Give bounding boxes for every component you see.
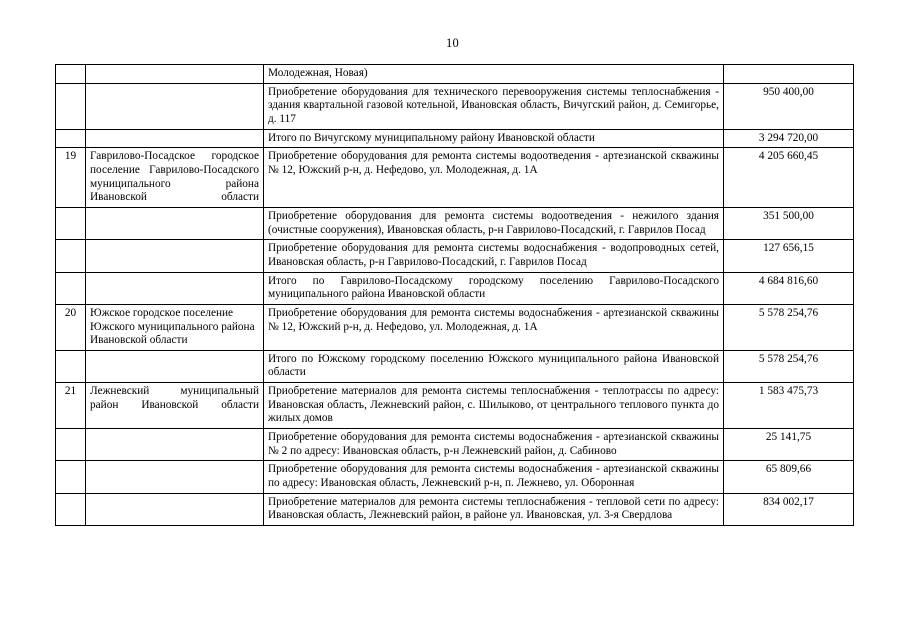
purpose-cell: Итого по Гаврилово-Посадскому городскому поселению Гаврилово-Посадского муниципального района Ивановской области — [264, 272, 724, 304]
purpose-cell: Приобретение оборудования для ремонта системы водоснабжения - артезианской скважины по адресу: Ивановская область, Лежневский р-н, п. Лежнево, ул. Оборонная — [264, 461, 724, 493]
table-row — [56, 272, 854, 304]
table-row — [56, 65, 854, 84]
page-number: 10 — [446, 36, 459, 50]
table-row — [56, 429, 854, 461]
recipient-cell — [86, 207, 264, 239]
row-number-cell — [56, 129, 86, 148]
recipient-cell — [86, 493, 264, 525]
recipient-cell: Лежневский муниципальный район Ивановской области — [86, 383, 264, 429]
recipient-cell — [86, 129, 264, 148]
purpose-cell: Молодежная, Новая) — [264, 65, 724, 84]
row-number-cell — [56, 83, 86, 129]
purpose-cell: Итого по Южскому городскому поселению Южского муниципального района Ивановской области — [264, 350, 724, 382]
recipient-cell — [86, 272, 264, 304]
amount-cell: 4 684 816,60 — [724, 272, 854, 304]
row-number-cell — [56, 461, 86, 493]
table-row — [56, 383, 854, 429]
amount-cell: 834 002,17 — [724, 493, 854, 525]
amount-cell: 5 578 254,76 — [724, 350, 854, 382]
row-number-cell — [56, 272, 86, 304]
recipient-cell — [86, 83, 264, 129]
row-number-cell — [56, 493, 86, 525]
row-number-cell — [56, 429, 86, 461]
table-row — [56, 461, 854, 493]
purpose-cell: Приобретение оборудования для ремонта системы водоотведения - нежилого здания (очистные сооружения), Ивановская область, р-н Гаврилово-Посадский, г. Гаврилов Посад — [264, 207, 724, 239]
purpose-cell: Приобретение оборудования для ремонта системы водоснабжения - водопроводных сетей, Ивановская область, р-н Гаврилово-Посадский, г. Гаврилов Посад — [264, 240, 724, 272]
purpose-cell: Приобретение оборудования для технического перевооружения системы теплоснабжения - здания квартальной газовой котельной, Ивановская область, Вичугский район, д. Семигорье, д. 117 — [264, 83, 724, 129]
amount-cell: 65 809,66 — [724, 461, 854, 493]
purpose-cell: Итого по Вичугскому муниципальному району Ивановской области — [264, 129, 724, 148]
budget-table — [55, 64, 854, 526]
table-row — [56, 493, 854, 525]
row-number-cell: 20 — [56, 304, 86, 350]
purpose-cell: Приобретение материалов для ремонта системы теплоснабжения - теплотрассы по адресу: Ивановская область, Лежневский район, с. Шилыково, от центрального теплового пункта до жилых домов — [264, 383, 724, 429]
amount-cell: 950 400,00 — [724, 83, 854, 129]
recipient-cell: Южское городское поселение Южского муниципального района Ивановской области — [86, 304, 264, 350]
amount-cell: 25 141,75 — [724, 429, 854, 461]
amount-cell: 3 294 720,00 — [724, 129, 854, 148]
table-row — [56, 129, 854, 148]
purpose-cell: Приобретение оборудования для ремонта системы водоснабжения - артезианской скважины № 2 по адресу: Ивановская область, р-н Лежневский район, д. Сабиново — [264, 429, 724, 461]
recipient-cell: Гаврилово-Посадское городское поселение Гаврилово-Посадского муниципального района Ивановской области — [86, 148, 264, 208]
amount-cell: 4 205 660,45 — [724, 148, 854, 208]
table-row — [56, 304, 854, 350]
row-number-cell — [56, 207, 86, 239]
recipient-cell — [86, 350, 264, 382]
table-body — [56, 65, 854, 526]
amount-cell — [724, 65, 854, 84]
recipient-cell — [86, 461, 264, 493]
table-row — [56, 83, 854, 129]
purpose-cell: Приобретение оборудования для ремонта системы водоснабжения - артезианской скважины № 12, Южский р-н, д. Нефедово, ул. Молодежная, д. 1А — [264, 304, 724, 350]
row-number-cell: 21 — [56, 383, 86, 429]
table-row — [56, 240, 854, 272]
purpose-cell: Приобретение оборудования для ремонта системы водоотведения - артезианской скважины № 12, Южский р-н, д. Нефедово, ул. Молодежная, д. 1А — [264, 148, 724, 208]
table-row — [56, 148, 854, 208]
row-number-cell — [56, 240, 86, 272]
amount-cell: 5 578 254,76 — [724, 304, 854, 350]
recipient-cell — [86, 65, 264, 84]
recipient-cell — [86, 240, 264, 272]
table-row — [56, 350, 854, 382]
row-number-cell — [56, 65, 86, 84]
amount-cell: 127 656,15 — [724, 240, 854, 272]
row-number-cell — [56, 350, 86, 382]
table-row — [56, 207, 854, 239]
purpose-cell: Приобретение материалов для ремонта системы теплоснабжения - тепловой сети по адресу: Ивановская область, Лежневский район, в районе ул. Ивановская, ул. 3-я Свердлова — [264, 493, 724, 525]
amount-cell: 1 583 475,73 — [724, 383, 854, 429]
recipient-cell — [86, 429, 264, 461]
amount-cell: 351 500,00 — [724, 207, 854, 239]
row-number-cell: 19 — [56, 148, 86, 208]
